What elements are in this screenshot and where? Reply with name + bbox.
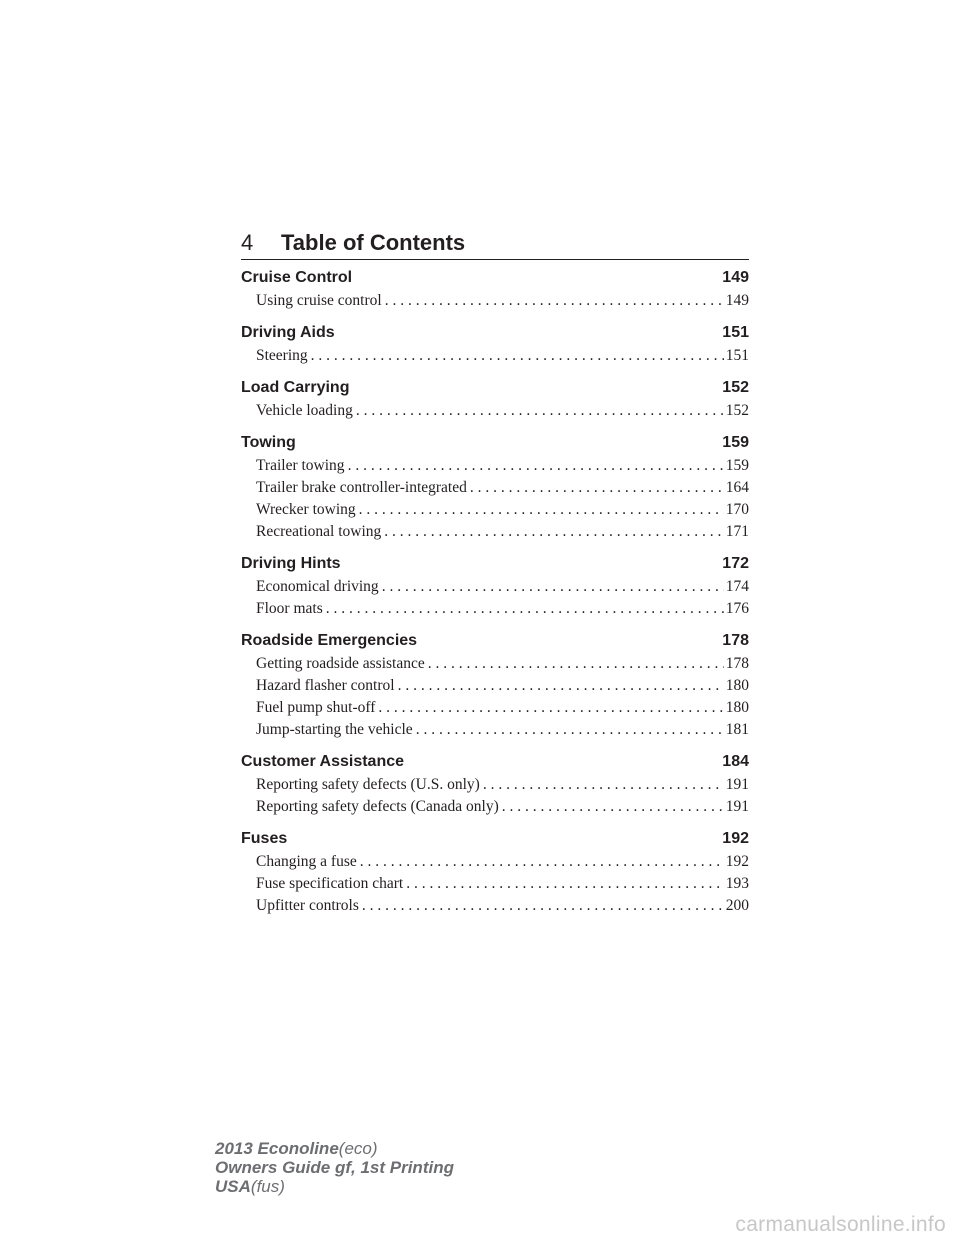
footer-model-code: (eco) [338, 1139, 378, 1158]
entry-page: 152 [725, 402, 749, 419]
section-title: Customer Assistance [241, 753, 405, 770]
entry-title: Reporting safety defects (U.S. only) [256, 776, 480, 793]
section-page: 149 [722, 269, 749, 286]
entry-title: Floor mats [256, 600, 323, 617]
toc-entry[interactable] [241, 455, 749, 477]
dot-leader [378, 697, 723, 719]
entry-page: 170 [725, 501, 749, 518]
entry-page: 164 [725, 479, 749, 496]
section-title: Fuses [241, 830, 288, 847]
toc-section [241, 629, 749, 741]
dot-leader [348, 455, 724, 477]
entry-page: 191 [725, 776, 749, 793]
entry-page: 149 [725, 292, 749, 309]
toc-section [241, 750, 749, 818]
entry-title: Hazard flasher control [256, 677, 395, 694]
section-title: Towing [241, 434, 296, 451]
entry-title: Fuel pump shut-off [256, 699, 376, 716]
section-title: Cruise Control [241, 269, 353, 286]
footer-model: 2013 Econoline [215, 1139, 339, 1158]
entry-title: Getting roadside assistance [256, 655, 425, 672]
entry-title: Jump-starting the vehicle [256, 721, 413, 738]
toc-entry[interactable] [241, 400, 749, 422]
entry-title: Wrecker towing [256, 501, 356, 518]
toc-section [241, 321, 749, 367]
toc-entry[interactable] [241, 290, 749, 312]
section-page: 159 [722, 434, 749, 451]
entry-page: 159 [725, 457, 749, 474]
toc-entry[interactable] [241, 598, 749, 620]
toc-section [241, 376, 749, 422]
toc-entry[interactable] [241, 675, 749, 697]
toc-entry[interactable] [241, 697, 749, 719]
toc-section-heading[interactable] [241, 629, 749, 653]
entry-title: Upfitter controls [256, 897, 359, 914]
footer-line-1 [215, 1139, 454, 1158]
dot-leader [416, 719, 724, 741]
dot-leader [470, 477, 724, 499]
entry-title: Using cruise control [256, 292, 382, 309]
entry-page: 178 [725, 655, 749, 672]
entry-title: Trailer towing [256, 457, 345, 474]
dot-leader [382, 576, 724, 598]
dot-leader [384, 521, 724, 543]
toc-section [241, 827, 749, 917]
dot-leader [502, 796, 724, 818]
toc-entry[interactable] [241, 895, 749, 917]
entry-page: 200 [725, 897, 749, 914]
footer-line-3 [215, 1177, 454, 1196]
entry-title: Steering [256, 347, 308, 364]
toc-section [241, 431, 749, 543]
dot-leader [326, 598, 724, 620]
dot-leader [406, 873, 724, 895]
toc-section-heading[interactable] [241, 321, 749, 345]
footer-market: USA [215, 1177, 251, 1196]
toc-entry[interactable] [241, 719, 749, 741]
section-title: Roadside Emergencies [241, 632, 418, 649]
section-title: Load Carrying [241, 379, 350, 396]
footer-line-2 [215, 1158, 454, 1177]
page-number: 4 [241, 230, 254, 255]
entry-page: 180 [725, 677, 749, 694]
toc-entry[interactable] [241, 477, 749, 499]
entry-title: Vehicle loading [256, 402, 353, 419]
toc-section [241, 552, 749, 620]
section-title: Driving Aids [241, 324, 335, 341]
dot-leader [385, 290, 724, 312]
page-title: Table of Contents [281, 230, 466, 255]
entry-page: 192 [725, 853, 749, 870]
dot-leader [362, 895, 724, 917]
entry-title: Changing a fuse [256, 853, 357, 870]
section-title: Driving Hints [241, 555, 341, 572]
dot-leader [356, 400, 724, 422]
entry-title: Recreational towing [256, 523, 382, 540]
dot-leader [359, 499, 724, 521]
entry-title: Fuse specification chart [256, 875, 404, 892]
section-page: 152 [722, 379, 749, 396]
entry-page: 180 [725, 699, 749, 716]
table-of-contents [241, 266, 749, 926]
entry-page: 171 [725, 523, 749, 540]
entry-page: 191 [725, 798, 749, 815]
dot-leader [428, 653, 724, 675]
toc-section-heading[interactable] [241, 376, 749, 400]
entry-page: 193 [725, 875, 749, 892]
section-page: 192 [722, 830, 749, 847]
entry-page: 151 [725, 347, 749, 364]
entry-title: Reporting safety defects (Canada only) [256, 798, 499, 815]
section-page: 184 [722, 753, 749, 770]
section-page: 151 [722, 324, 749, 341]
toc-section-heading[interactable] [241, 750, 749, 774]
toc-section-heading[interactable] [241, 431, 749, 455]
entry-page: 176 [725, 600, 749, 617]
entry-page: 181 [725, 721, 749, 738]
footer-market-code: (fus) [250, 1177, 285, 1196]
toc-section-heading[interactable] [241, 266, 749, 290]
section-page: 172 [722, 555, 749, 572]
section-page: 178 [722, 632, 749, 649]
dot-leader [483, 774, 724, 796]
toc-entry[interactable] [241, 774, 749, 796]
page-header [241, 229, 749, 260]
toc-section [241, 266, 749, 312]
entry-page: 174 [725, 578, 749, 595]
toc-section-heading[interactable] [241, 552, 749, 576]
watermark: carmanualsonline.info [735, 1213, 946, 1236]
toc-entry[interactable] [241, 521, 749, 543]
dot-leader [360, 851, 724, 873]
toc-entry[interactable] [241, 499, 749, 521]
dot-leader [311, 345, 724, 367]
entry-title: Economical driving [256, 578, 379, 595]
toc-entry[interactable] [241, 576, 749, 598]
toc-entry[interactable] [241, 653, 749, 675]
document-footer [215, 1139, 454, 1196]
toc-section-heading[interactable] [241, 827, 749, 851]
toc-entry[interactable] [241, 796, 749, 818]
toc-entry[interactable] [241, 873, 749, 895]
footer-guide: Owners Guide gf, 1st Printing [215, 1158, 454, 1177]
entry-title: Trailer brake controller-integrated [256, 479, 467, 496]
toc-entry[interactable] [241, 345, 749, 367]
dot-leader [398, 675, 724, 697]
toc-entry[interactable] [241, 851, 749, 873]
